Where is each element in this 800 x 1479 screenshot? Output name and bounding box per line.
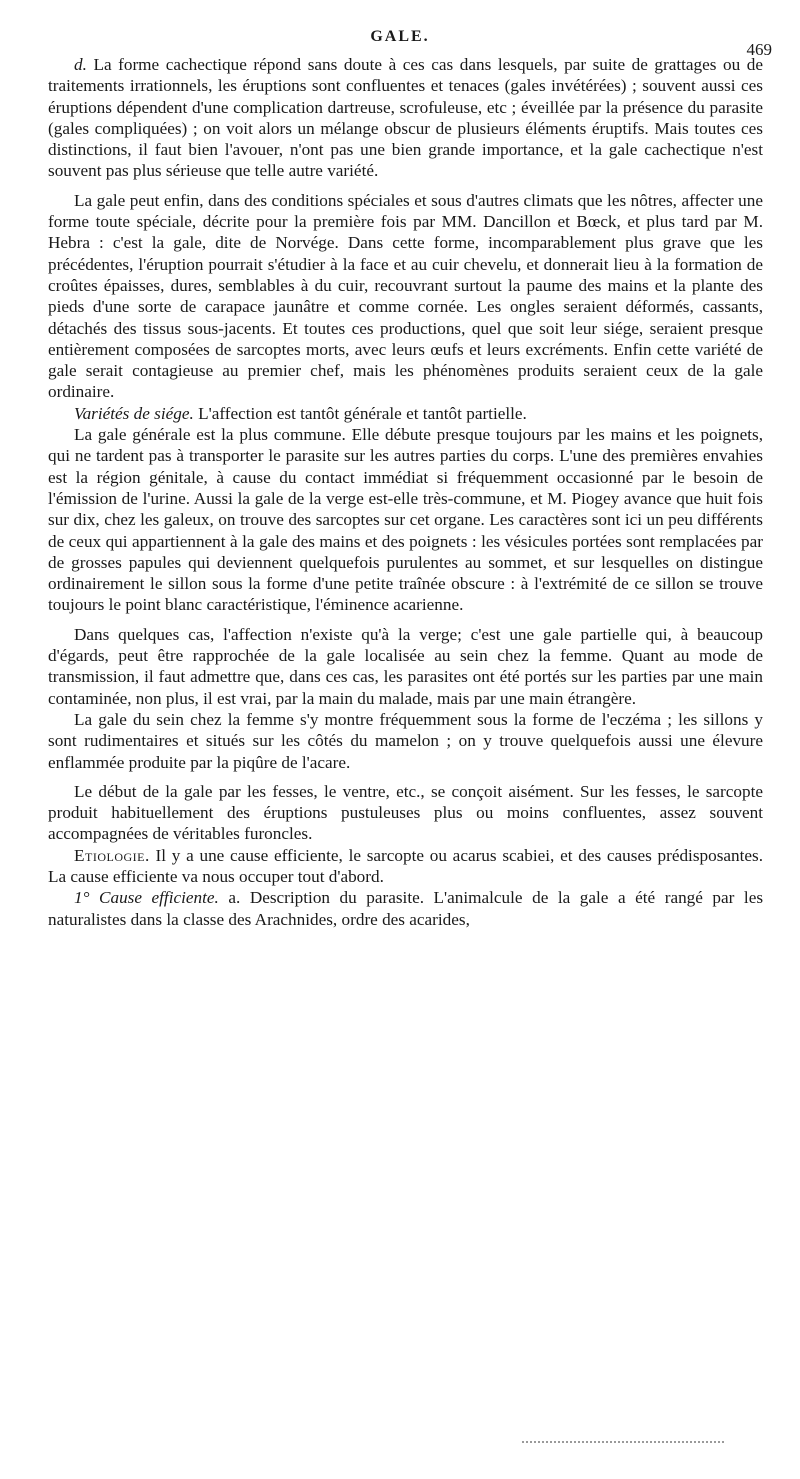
paragraph-cachectic-form [48,54,763,182]
footer-rule [522,1441,724,1446]
paragraph-norway-scabies [48,190,763,403]
paragraph-text: Il y a une cause efficiente, le sarcopte ou acarus scabiei, et des causes prédisposantes. La cause efficiente va nous occuper tout d'abord. [48,845,763,886]
paragraph-partial-scabies [48,624,763,709]
paragraph-text: La forme cachectique répond sans doute à ces cas dans lesquels, par suite de grattages ou de traitements irrationnels, les éruptions sont confluentes et tenaces (gales invétérées) ; souvent aussi ces éruptions dépendent d'une complication dartreuse, scrofuleuse, etc ; éveillée par la présence du parasite (gales compliquées) ; on voit alors un mélange obscur de plusieurs éléments éruptifs. Mais toutes ces distinctions, il faut bien l'avouer, n'ont pas une bien grande importance, et la gale cachectique n'est souvent pas plus sérieuse que telle autre variété. [48,55,763,181]
body-text [48,54,763,930]
paragraph-text: Dans quelques cas, l'affection n'existe qu'à la verge; c'est une gale partielle qui, à beaucoup d'égards, peut être rapprochée de la gale localisée au sein chez la femme. Quant au mode de transmission, il faut admettre que, dans ces cas, les parasites ont été portés sur les parties par une main contaminée, non plus, il est vrai, par la main du malade, mais par une main étrangère. [48,624,763,708]
paragraph-lead: Variétés de siége. [74,403,194,423]
paragraph-text: La gale peut enfin, dans des conditions spéciales et sous d'autres climats que les nôtres, affecter une forme toute spéciale, décrite pour la première fois par MM. Dancillon et Bœck, et plus tard par M. Hebra : c'est la gale, dite de Norvége. Dans cette forme, incomparablement plus grave que les précédentes, l'éruption pourrait s'étudier à la face et au cuir chevelu, et donnerait lieu à la formation de croûtes épaisses, dures, semblables à du cuir, recouvrant surtout la paume des mains et la plante des pieds d'une sorte de carapace jaunâtre et comme cornée. Les ongles seraient déformés, cassants, détachés des tissus sous-jacents. Et toutes ces productions, quel que soit leur siége, seraient presque entièrement composées de sarcoptes morts, avec leurs œufs et leurs excréments. Enfin cette variété de gale serait contagieuse au premier chef, mais les phénomènes produits seraient ceux de la gale ordinaire. [48,190,763,402]
running-title: GALE. [370,28,430,45]
paragraph-site-varieties [48,403,763,424]
paragraph-lead: d. [74,55,87,74]
paragraph-text: La gale du sein chez la femme s'y montre fréquemment sous la forme de l'eczéma ; les sillons y sont rudimentaires et situés sur les côtés du mamelon ; on y trouve quelquefois aussi une élevure enflammée produite par la piqûre de l'acare. [48,709,763,772]
paragraph-text: L'affection est tantôt générale et tantôt partielle. [193,403,527,423]
page-number: 469 [746,40,772,59]
paragraph-text: Le début de la gale par les fesses, le ventre, etc., se conçoit aisément. Sur les fesses, le sarcopte produit habituellement des éruptions pustuleuses plus ou moins confluentes, assez souvent accompagnées de véritables furoncles. [48,781,763,844]
paragraph-lead: Etiologie. [74,845,150,865]
paragraph-buttocks-onset [48,781,763,845]
paragraph-text: a. Description du parasite. L'animalcule de la gale a été rangé par les naturalistes dans la classe des Arachnides, ordre des acarides, [48,888,764,929]
paragraph-lead: 1° Cause efficiente. [74,888,219,908]
paragraph-general-scabies [48,424,763,616]
paragraph-breast-scabies [48,709,763,773]
paragraph-etiology [48,845,763,888]
paragraph-efficient-cause [48,887,763,930]
paragraph-text: La gale générale est la plus commune. Elle débute presque toujours par les mains et les poignets, qui ne tardent pas à transporter le parasite sur les autres parties du corps. L'une des premières envahies est la région génitale, à cause du contact immédiat si fréquemment occasionné par le besoin de l'émission de l'urine. Aussi la gale de la verge est-elle très-commune, et M. Piogey avance que huit fois sur dix, chez les galeux, on trouve des sarcoptes sur cet organe. Les caractères sont ici un peu différents de ceux qui appartiennent à la gale des mains et des poignets : les vésicules portées sont remplacées par de grosses papules qui deviennent quelquefois purulentes au sommet, et sur lesquelles on distingue ordinairement le sillon sous la forme d'une petite traînée obscure : à l'extrémité de ce sillon se trouve toujours le point blanc caractéristique, l'éminence acarienne. [48,425,763,615]
